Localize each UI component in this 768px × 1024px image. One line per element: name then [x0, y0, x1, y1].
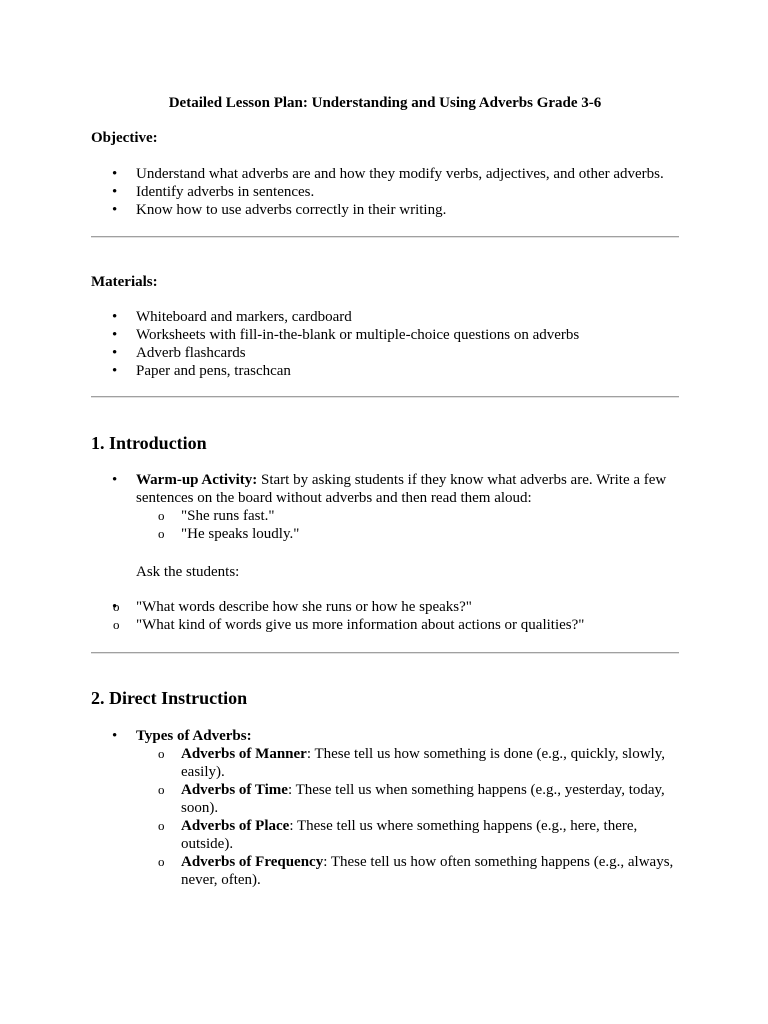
list-item: • Identify adverbs in sentences.: [91, 183, 679, 201]
adverb-type-name: Adverbs of Manner: [181, 746, 307, 762]
materials-label: Materials:: [91, 274, 158, 290]
warmup-text: Start by asking students if they know what adverbs are. Write a few sentences on the board without adverbs and then read them aloud:: [136, 472, 667, 506]
sub-list-item: [136, 817, 679, 853]
list-item: • Worksheets with fill-in-the-blank or multiple-choice questions on adverbs: [91, 326, 679, 344]
types-label: Types of Adverbs:: [136, 728, 252, 744]
sub-list-item: [136, 781, 679, 817]
divider: [91, 396, 679, 398]
sub-list-item: o "She runs fast.": [136, 507, 679, 525]
adverb-type-name: Adverbs of Time: [181, 782, 288, 798]
ask-students-text: Ask the students:: [136, 564, 240, 580]
list-item: • Adverb flashcards: [91, 344, 679, 362]
adverb-type-name: Adverbs of Frequency: [181, 854, 324, 870]
direct-instruction-list: [91, 727, 679, 889]
objective-label: Objective:: [91, 130, 158, 146]
sub-list-item: o "What kind of words give us more information about actions or qualities?": [91, 616, 679, 634]
list-item: • Paper and pens, traschcan: [91, 362, 679, 380]
adverb-type-desc: : These tell us how something is done (e.g., quickly, slowly, easily).: [181, 746, 665, 780]
introduction-heading: 1. Introduction: [91, 433, 207, 453]
list-item: • Understand what adverbs are and how they modify verbs, adjectives, and other adverbs.: [91, 165, 679, 183]
list-item: • Know how to use adverbs correctly in their writing.: [91, 201, 679, 219]
sub-list-item: [136, 745, 679, 781]
document-title: Detailed Lesson Plan: Understanding and Using Adverbs Grade 3-6: [168, 95, 602, 111]
introduction-list: [91, 471, 679, 543]
adverb-type-desc: : These tell us how often something happens (e.g., always, never, often).: [181, 854, 674, 888]
sub-list-item: o "He speaks loudly.": [136, 525, 679, 543]
list-item: • Whiteboard and markers, cardboard: [91, 308, 679, 326]
question-list: [91, 598, 679, 634]
list-item: [91, 471, 679, 543]
divider: [91, 652, 679, 654]
objective-list: [91, 165, 679, 219]
sub-list-item: o • "What words describe how she runs or how he speaks?": [91, 598, 679, 616]
sub-list-item: [136, 853, 679, 889]
list-item-nobullet: [91, 598, 679, 634]
adverb-types-list: [136, 745, 679, 889]
adverb-type-desc: : These tell us when something happens (e.g., yesterday, today, soon).: [181, 782, 665, 816]
questions-wrapper: [91, 598, 679, 634]
example-sentences: [136, 507, 679, 543]
list-item: [91, 727, 679, 889]
warmup-label: Warm-up Activity:: [136, 472, 258, 488]
divider: [91, 236, 679, 238]
direct-instruction-heading: 2. Direct Instruction: [91, 688, 248, 708]
adverb-type-desc: : These tell us where something happens (e.g., here, there, outside).: [181, 818, 638, 852]
adverb-type-name: Adverbs of Place: [181, 818, 290, 834]
materials-list: [91, 308, 679, 380]
